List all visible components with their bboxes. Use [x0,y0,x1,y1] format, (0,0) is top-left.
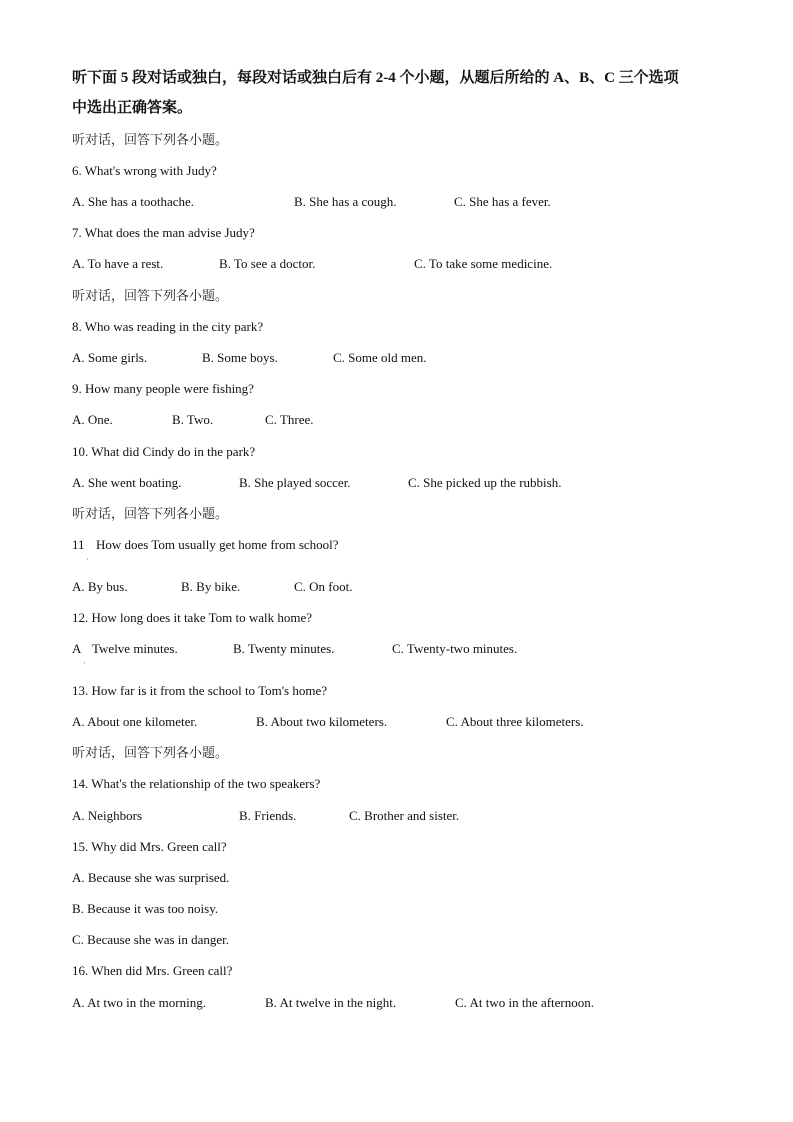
option-8b: B. Some boys. [202,350,278,365]
option-10a: A. She went boating. [72,475,182,490]
section-label: 听对话，回答下列各小题。 [72,506,229,521]
option-8c: C. Some old men. [333,350,427,365]
option-11b: B. By bike. [181,579,241,594]
option-16c: C. At two in the afternoon. [455,995,595,1010]
option-10c: C. She picked up the rubbish. [408,475,562,490]
option-7b: B. To see a doctor. [219,256,316,271]
question-7: 7. What does the man advise Judy? [72,225,255,240]
option-16b: B. At twelve in the night. [265,995,397,1010]
option-7c: C. To take some medicine. [414,256,553,271]
question-15: 15. Why did Mrs. Green call? [72,839,227,854]
option-6a: A. She has a toothache. [72,194,195,209]
section-label: 听对话，回答下列各小题。 [72,288,229,303]
instruction-heading-line1: 听下面 5 段对话或独白，每段对话或独白后有 2-4 个小题，从题后所给的 A、B、C 三个选项 [72,70,679,86]
option-15a: A. Because she was surprised. [72,870,230,885]
option-11c: C. On foot. [294,579,353,594]
option-15c: C. Because she was in danger. [72,932,230,947]
instruction-heading-line2: 中选出正确答案。 [72,100,193,116]
option-6b: B. She has a cough. [294,194,397,209]
option-13a: A. About one kilometer. [72,714,198,729]
question-12: 12. How long does it take Tom to walk home? [72,610,313,625]
question-6: 6. What's wrong with Judy? [72,163,217,178]
option-9a: A. One. [72,412,113,427]
option-16a: A. At two in the morning. [72,995,206,1010]
option-13c: C. About three kilometers. [446,714,584,729]
option-8a: A. Some girls. [72,350,148,365]
option-10b: B. She played soccer. [239,475,351,490]
option-12c: C. Twenty-two minutes. [392,641,518,656]
option-14b: B. Friends. [239,808,297,823]
question-8: 8. Who was reading in the city park? [72,319,264,334]
question-10: 10. What did Cindy do in the park? [72,444,256,459]
question-11: How does Tom usually get home from school? [96,537,339,552]
option-14c: C. Brother and sister. [349,808,460,823]
question-11-number: 11 [72,537,85,552]
stray-dot-mark: · [83,659,86,668]
question-13: 13. How far is it from the school to Tom's home? [72,683,328,698]
option-14a: A. Neighbors [72,808,143,823]
stray-dot-mark: · [86,555,89,564]
question-14: 14. What's the relationship of the two speakers? [72,776,321,791]
option-15b: B. Because it was too noisy. [72,901,219,916]
question-16: 16. When did Mrs. Green call? [72,963,233,978]
option-9c: C. Three. [265,412,314,427]
section-label: 听对话，回答下列各小题。 [72,745,229,760]
option-12a-letter: A [72,641,82,656]
option-9b: B. Two. [172,412,214,427]
option-6c: C. She has a fever. [454,194,551,209]
option-11a: A. By bus. [72,579,128,594]
option-12a: Twelve minutes. [92,641,178,656]
question-9: 9. How many people were fishing? [72,381,254,396]
section-label: 听对话，回答下列各小题。 [72,132,229,147]
option-13b: B. About two kilometers. [256,714,388,729]
option-7a: A. To have a rest. [72,256,164,271]
option-12b: B. Twenty minutes. [233,641,335,656]
